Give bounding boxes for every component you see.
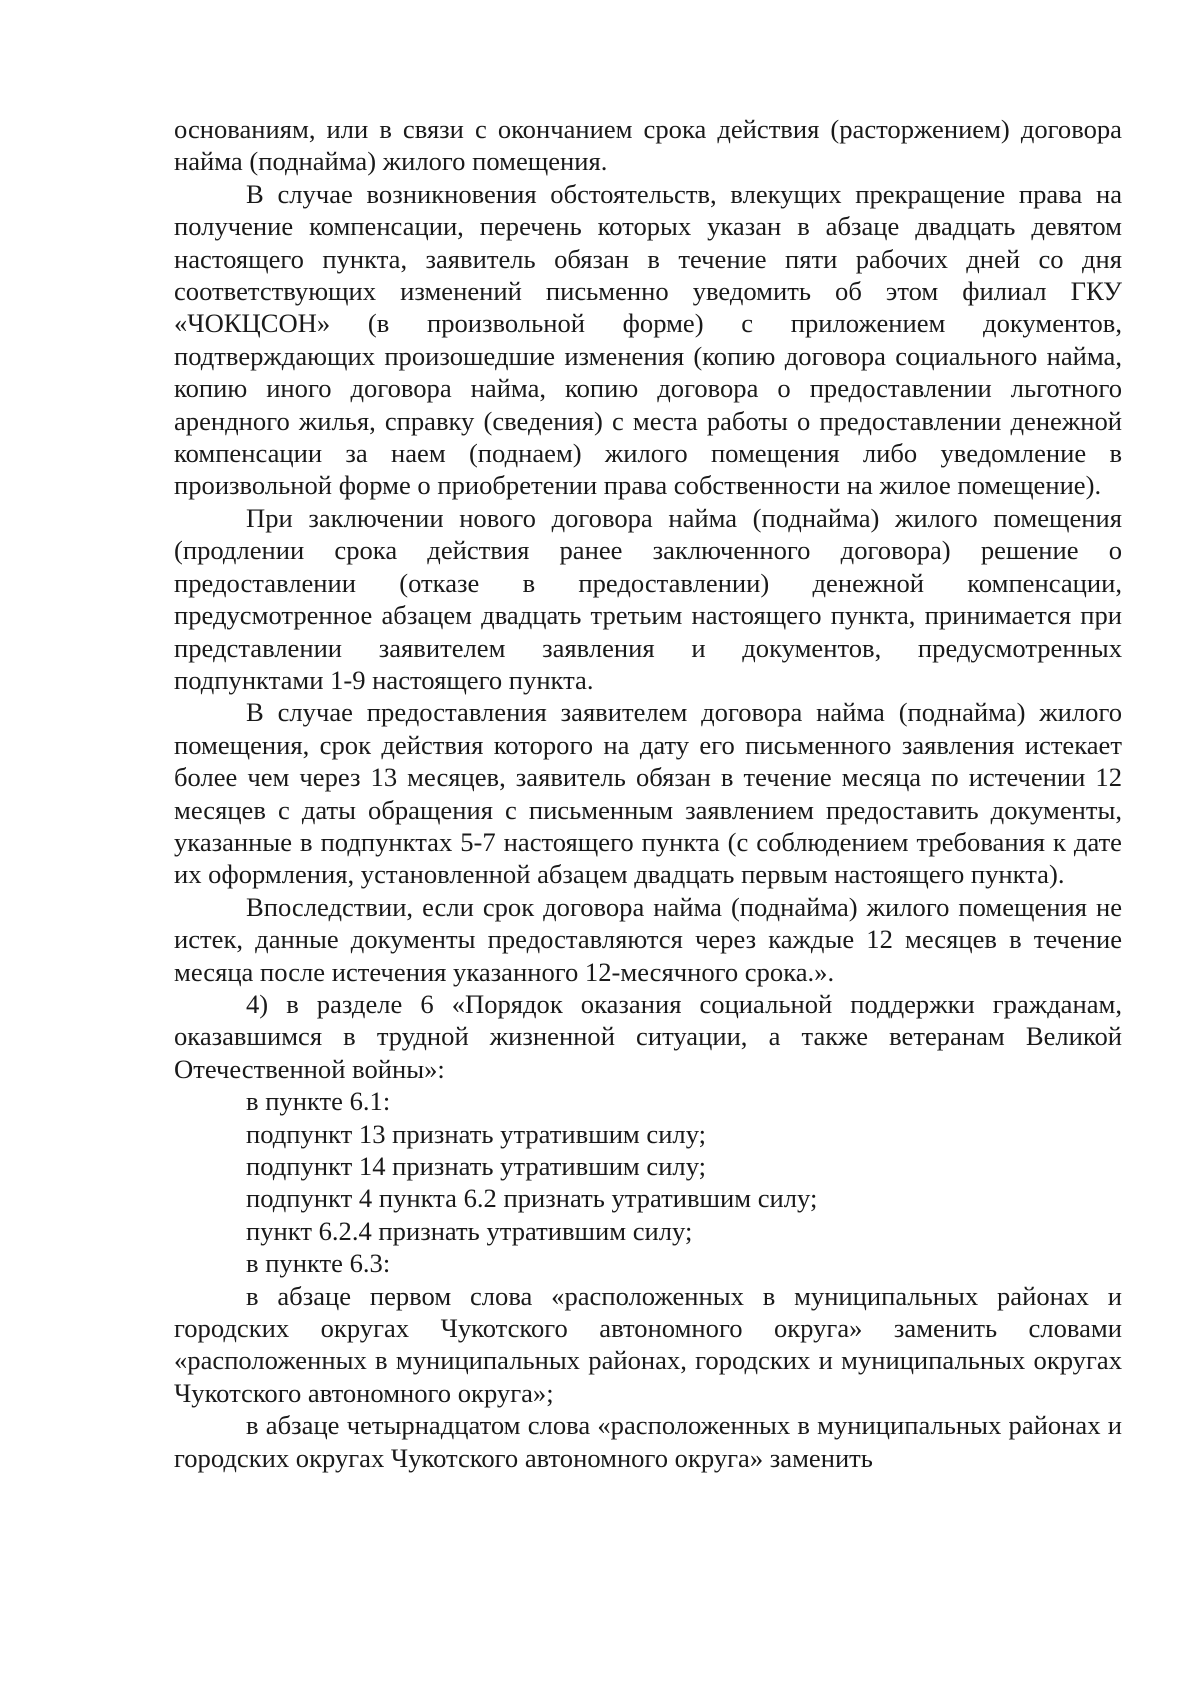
paragraph-first-abzac: в абзаце первом слова «расположенных в муниципальных районах и городских округах Чукотского автономного округа» заменить словами «расположенных в муниципальных районах, городских и муниципальных округах Чукотского автономного округа»; <box>174 1280 1122 1408</box>
paragraph-section-6: 4) в разделе 6 «Порядок оказания социальной поддержки гражданам, оказавшимся в трудной жизненной ситуации, а также ветеранам Великой Отечественной войны»: <box>174 988 1122 1084</box>
list-item-point-6-3: в пункте 6.3: <box>246 1248 391 1279</box>
list-item-subpoint-14: подпункт 14 признать утратившим силу; <box>246 1151 707 1181</box>
paragraph-circumstances: В случае возникновения обстоятельств, влекущих прекращение права на получение компенсации, перечень которых указан в абзаце двадцать девятом настоящего пункта, заявитель обязан в течение пяти рабочих дней со дня соответствующих изменений письменно уведомить об этом филиал ГКУ «ЧОКЦСОН» (в произвольной форме) с приложением документов, подтверждающих произошедшие изменения (копию договора социального найма, копию иного договора найма, копию договора о предоставлении льготного арендного жилья, справку (сведения) с места работы о предоставлении денежной компенсации за наем (поднаем) жилого помещения либо уведомление в произвольной форме о приобретении права собственности на жилое помещение). <box>174 178 1122 501</box>
list-item-subpoint-13: подпункт 13 признать утратившим силу; <box>246 1118 707 1149</box>
document-body <box>174 113 1122 1474</box>
paragraph-continuation: основаниям, или в связи с окончанием срока действия (расторжением) договора найма (поднайма) жилого помещения. <box>174 114 1122 177</box>
paragraph-subsequently: Впоследствии, если срок договора найма (поднайма) жилого помещения не истек, данные документы предоставляются через каждые 12 месяцев в течение месяца после истечения указанного 12-месячного срока.». <box>174 891 1122 987</box>
paragraph-contract-term: В случае предоставления заявителем договора найма (поднайма) жилого помещения, срок действия которого на дату его письменного заявления истекает более чем через 13 месяцев, заявитель обязан в течение месяца по истечении 12 месяцев с даты обращения с письменным заявлением предоставить документы, указанные в подпунктах 5-7 настоящего пункта (с соблюдением требования к дате их оформления, установленной абзацем двадцать первым настоящего пункта). <box>174 697 1122 890</box>
paragraph-new-contract: При заключении нового договора найма (поднайма) жилого помещения (продлении срока действия ранее заключенного договора) решение о предоставлении (отказе в предоставлении) денежной компенсации, предусмотренное абзацем двадцать третьим настоящего пункта, принимается при представлении заявителем заявления и документов, предусмотренных подпунктами 1-9 настоящего пункта. <box>174 502 1122 695</box>
paragraph-fourteenth-abzac: в абзаце четырнадцатом слова «расположенных в муниципальных районах и городских округах Чукотского автономного округа» заменить <box>174 1410 1122 1473</box>
list-item-point-6-1: в пункте 6.1: <box>246 1086 391 1117</box>
list-item-subpoint-4: подпункт 4 пункта 6.2 признать утратившим силу; <box>246 1183 818 1214</box>
list-item-point-6-2-4: пункт 6.2.4 признать утратившим силу; <box>246 1215 693 1246</box>
